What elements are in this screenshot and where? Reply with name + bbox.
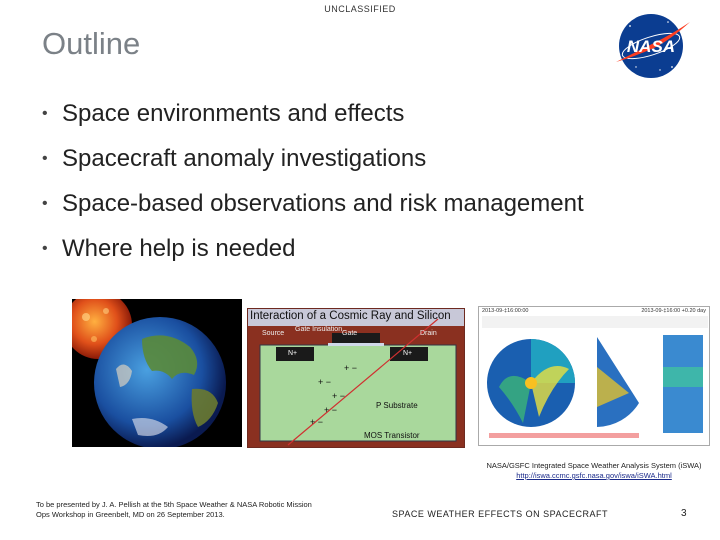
nasa-logo: [610, 12, 692, 80]
bullet-text: Where help is needed: [62, 235, 296, 262]
classification-banner: UNCLASSIFIED: [324, 4, 396, 14]
figure-caption: [478, 461, 710, 481]
bullet-dot: •: [42, 195, 48, 212]
label-gate: Gate: [342, 330, 358, 337]
label-n-left: N+: [288, 350, 298, 357]
bullet-dot: •: [42, 105, 48, 122]
bullet-dot: •: [42, 240, 48, 257]
iswa-image: [478, 306, 710, 446]
bullet-text: Space-based observations and risk management: [62, 190, 584, 217]
bullet-text: Spacecraft anomaly investigations: [62, 145, 427, 172]
svg-text:+ −: + −: [318, 377, 332, 387]
page-title: Outline: [42, 26, 141, 61]
caption-text: NASA/GSFC Integrated Space Weather Analysis System (iSWA): [486, 461, 702, 470]
svg-text:+ −: + −: [344, 363, 358, 373]
bullet-item: [42, 188, 584, 233]
svg-text:+ −: + −: [324, 405, 338, 415]
bullet-text: Space environments and effects: [62, 100, 405, 127]
label-n-right: N+: [403, 350, 413, 357]
label-transistor: MOS Transistor: [364, 431, 420, 440]
footer-title: SPACE WEATHER EFFECTS ON SPACECRAFT: [392, 509, 609, 519]
iswa-time-right: 2013-09-‡16:00 +0.20 day: [641, 308, 706, 314]
label-drain: Drain: [420, 330, 437, 337]
bullet-item: [42, 143, 584, 188]
caption-link[interactable]: http://iswa.ccmc.gsfc.nasa.gov/iswa/iSWA.html: [516, 471, 672, 480]
bullet-list: [42, 98, 584, 278]
cosmic-ray-title: Interaction of a Cosmic Ray and Silicon: [250, 310, 451, 322]
bullet-item: [42, 233, 584, 278]
presentation-note: To be presented by J. A. Pellish at the 5th Space Weather & NASA Robotic Mission Ops Workshop in Greenbelt, MD on 26 September 2013.: [36, 500, 312, 519]
svg-text:+ −: + −: [310, 417, 324, 427]
heliosphere-plots: [479, 307, 710, 446]
page-number: 3: [681, 508, 687, 519]
label-source: Source: [262, 330, 285, 337]
logo-text: NASA: [626, 37, 676, 56]
label-gate-insulation: Gate Insulation: [295, 326, 343, 333]
label-substrate: P Substrate: [376, 401, 418, 410]
earth-sun-image: [72, 299, 242, 447]
cosmic-ray-diagram: [247, 308, 465, 448]
bullet-dot: •: [42, 150, 48, 167]
svg-text:+ −: + −: [332, 391, 346, 401]
bullet-item: [42, 98, 584, 143]
earth-sun-illustration: [72, 299, 242, 447]
iswa-time-left: 2013-09-‡16:00:00: [482, 308, 529, 314]
